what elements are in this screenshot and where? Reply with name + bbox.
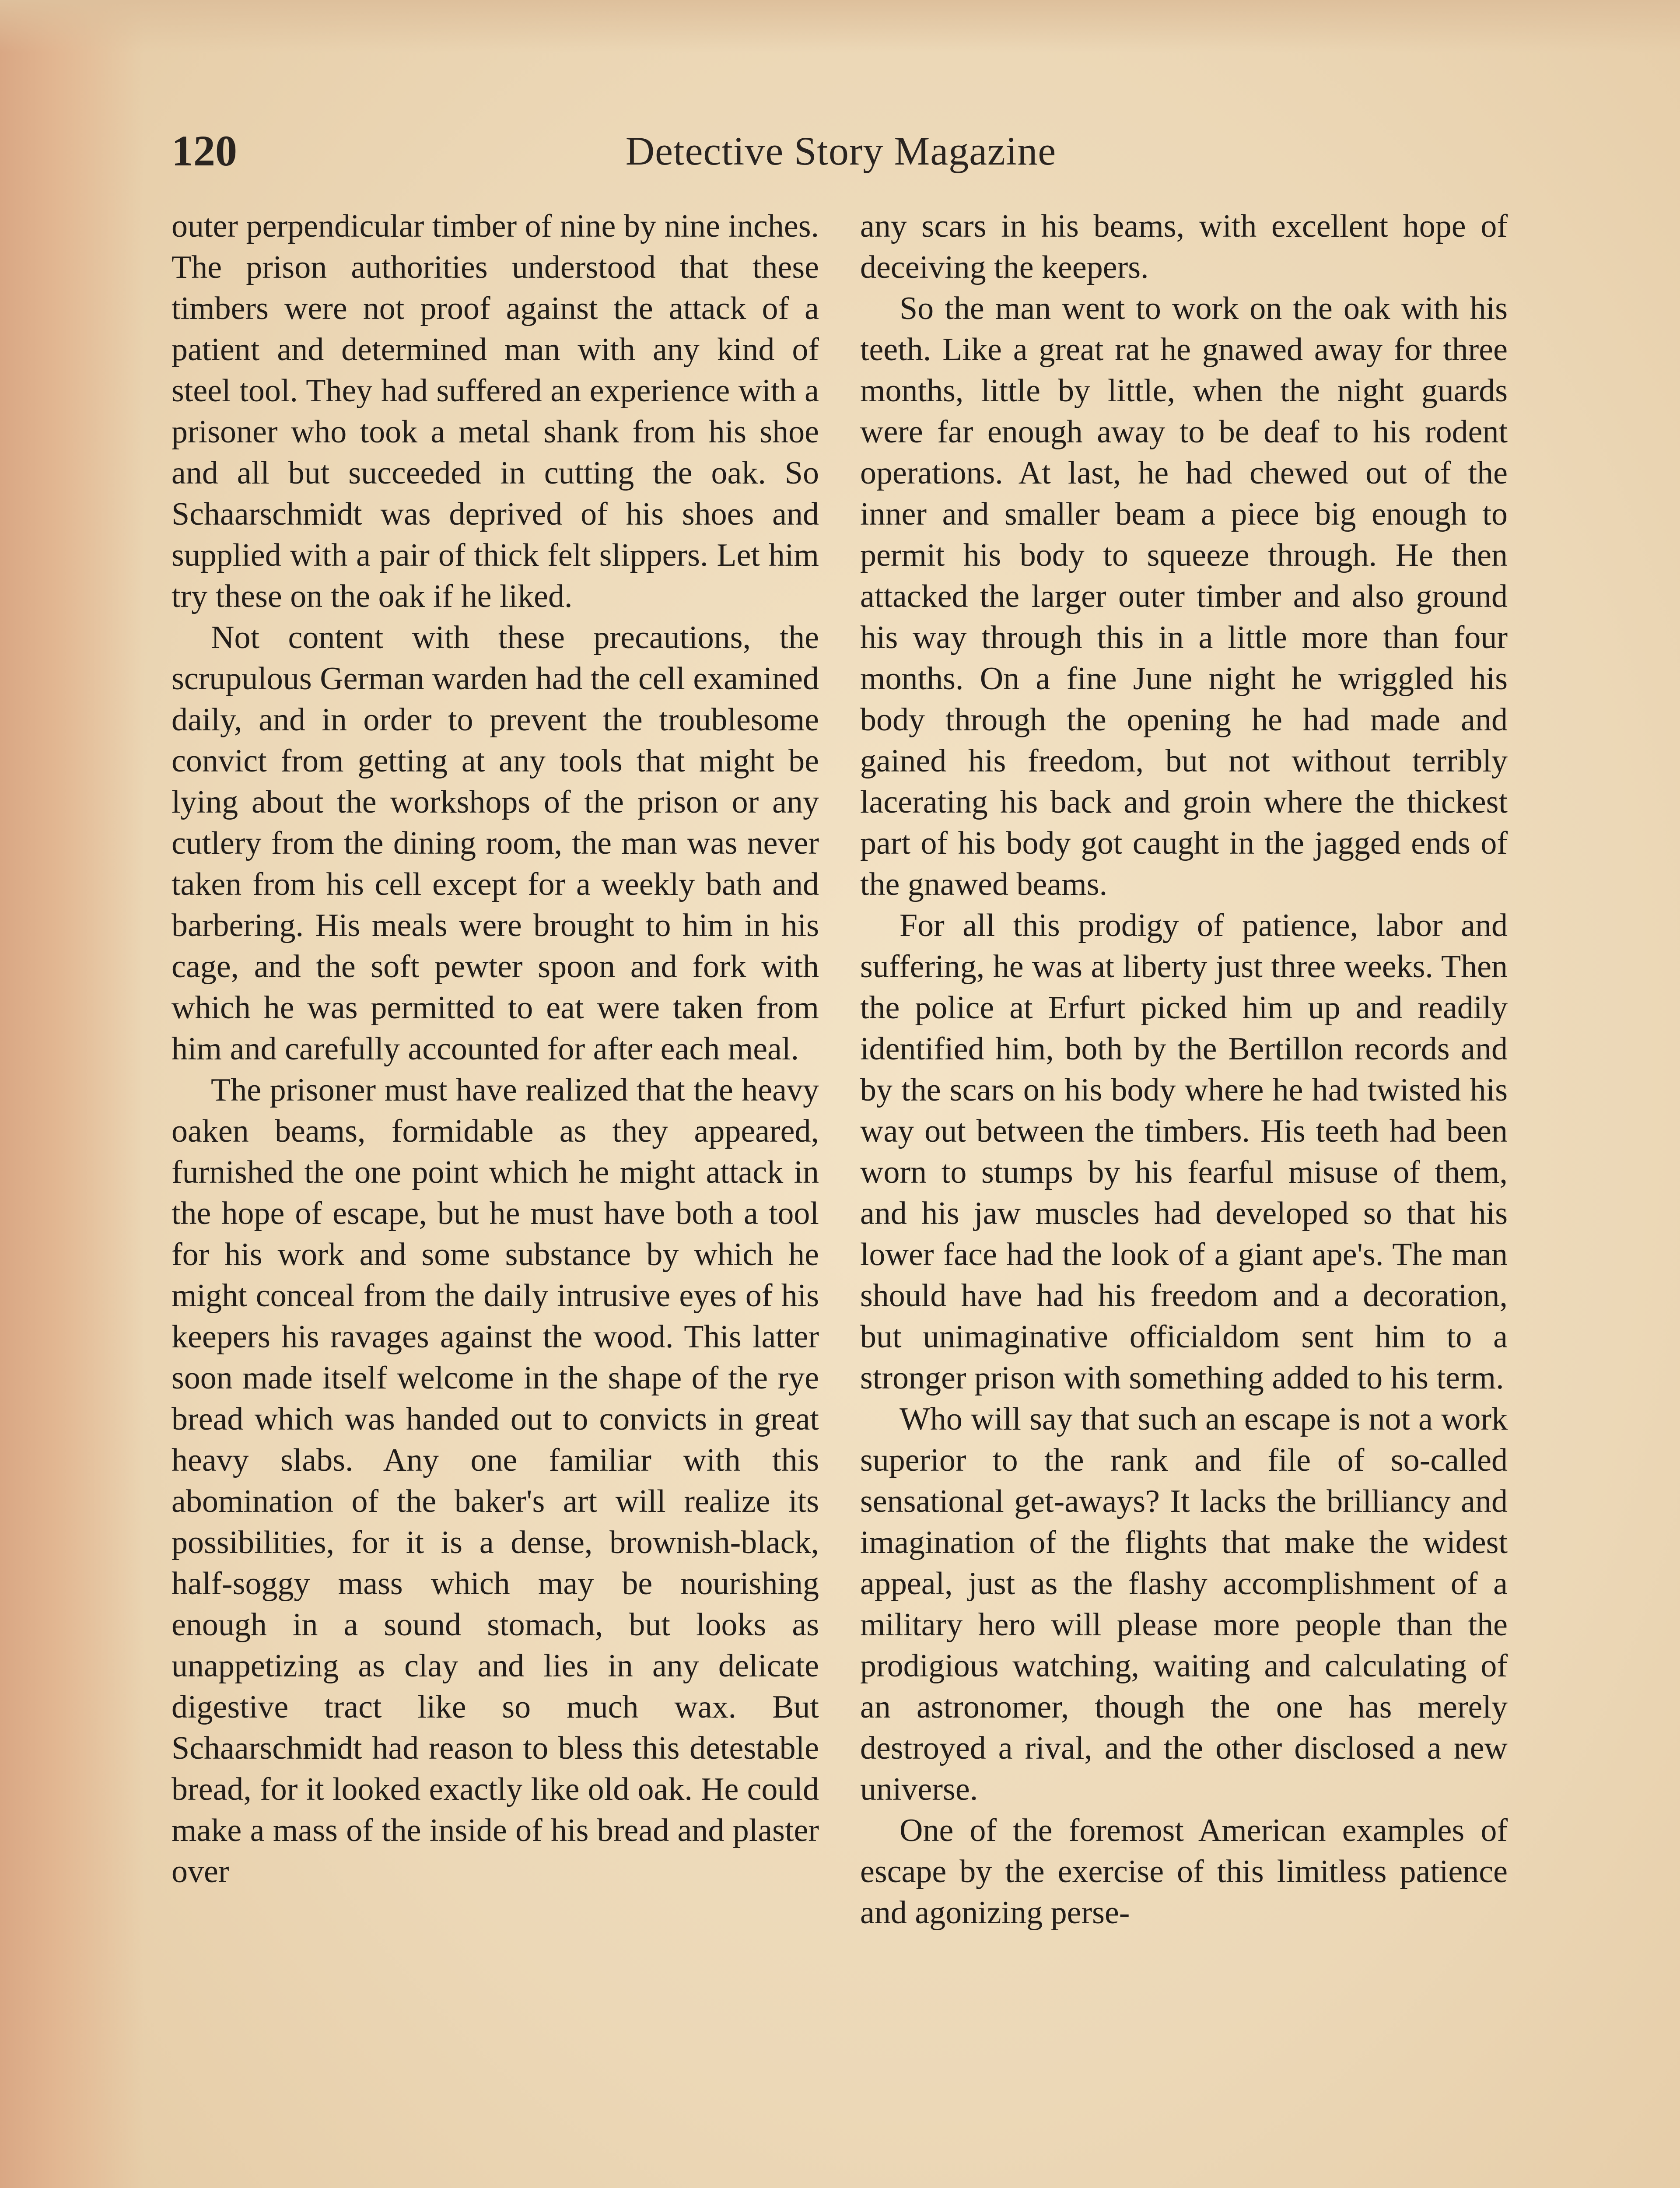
left-column — [172, 206, 819, 1892]
page-header — [172, 120, 1510, 182]
paragraph: So the man went to work on the oak with his teeth. Like a great rat he gnawed away for three months, little by little, when the night guards were far enough away to be deaf to his rodent operations. At last, he had chewed out of the inner and smaller beam a piece big enough to permit his body to squeeze through. He then attacked the larger outer timber and also ground his way through this in a little more than four months. On a fine June night he wriggled his body through the opening he had made and gained his freedom, but not without terribly lacerating his back and groin where the thickest part of his body got caught in the jagged ends of the gnawed beams. — [860, 291, 1508, 902]
right-column — [860, 206, 1508, 1933]
paper-top-shading — [0, 0, 1680, 53]
paragraph: Who will say that such an escape is not a work superior to the rank and file of so-called sensational get-aways? It lacks the brilliancy and imagination of the flights that make the widest appeal, just as the flashy accomplishment of a military hero will please more people than the prodigious watching, waiting and calculating of an astronomer, though the one has merely destroyed a rival, and the other disclosed a new universe. — [860, 1401, 1508, 1807]
paragraph: For all this prodigy of patience, labor and suffering, he was at liberty just three weeks. Then the police at Erfurt picked him up and readily identified him, both by the Bertillon records and by the scars on his body where he had twisted his way out between the timbers. His teeth had been worn to stumps by his fearful misuse of them, and his jaw muscles had developed so that his lower face had the look of a giant ape's. The man should have had his freedom and a decoration, but unimaginative officialdom sent him to a stronger prison with something added to his term. — [860, 908, 1508, 1396]
page-number: 120 — [172, 126, 237, 175]
magazine-title: Detective Story Magazine — [625, 129, 1057, 173]
paragraph: any scars in his beams, with excellent hope of deceiving the keepers. — [860, 208, 1508, 285]
paragraph: The prisoner must have realized that the heavy oaken beams, formidable as they appeared, furnished the one point which he might attack in the hope of escape, but he must have both a tool for his work and some substance by which he might conceal from the daily intrusive eyes of his keepers his ravages against the wood. This latter soon made itself welcome in the shape of the rye bread which was handed out to convicts in great heavy slabs. Any one familiar with this abomination of the baker's art will realize its possibilities, for it is a dense, brownish-black, half-soggy mass which may be nourishing enough in a sound stomach, but looks as unappetizing as clay and lies in any delicate digestive tract like so much wax. But Schaarschmidt had reason to bless this detestable bread, for it looked exactly like old oak. He could make a mass of the inside of his bread and plaster over — [172, 1072, 819, 1890]
paragraph: One of the foremost American examples of escape by the exercise of this limitless patience and agonizing perse- — [860, 1813, 1508, 1931]
paper-edge-shading — [0, 0, 144, 2188]
paragraph: Not content with these precautions, the scrupulous German warden had the cell examined daily, and in order to prevent the troublesome convict from getting at any tools that might be lying about the workshops of the prison or any cutlery from the dining room, the man was never taken from his cell except for a weekly bath and barbering. His meals were brought to him in his cage, and the soft pewter spoon and fork with which he was permitted to eat were taken from him and carefully accounted for after each meal. — [172, 620, 819, 1067]
paragraph: outer perpendicular timber of nine by nine inches. The prison authorities understood that these timbers were not proof against the attack of a patient and determined man with any kind of steel tool. They had suffered an experience with a prisoner who took a metal shank from his shoe and all but succeeded in cutting the oak. So Schaarschmidt was deprived of his shoes and supplied with a pair of thick felt slippers. Let him try these on the oak if he liked. — [172, 208, 819, 614]
